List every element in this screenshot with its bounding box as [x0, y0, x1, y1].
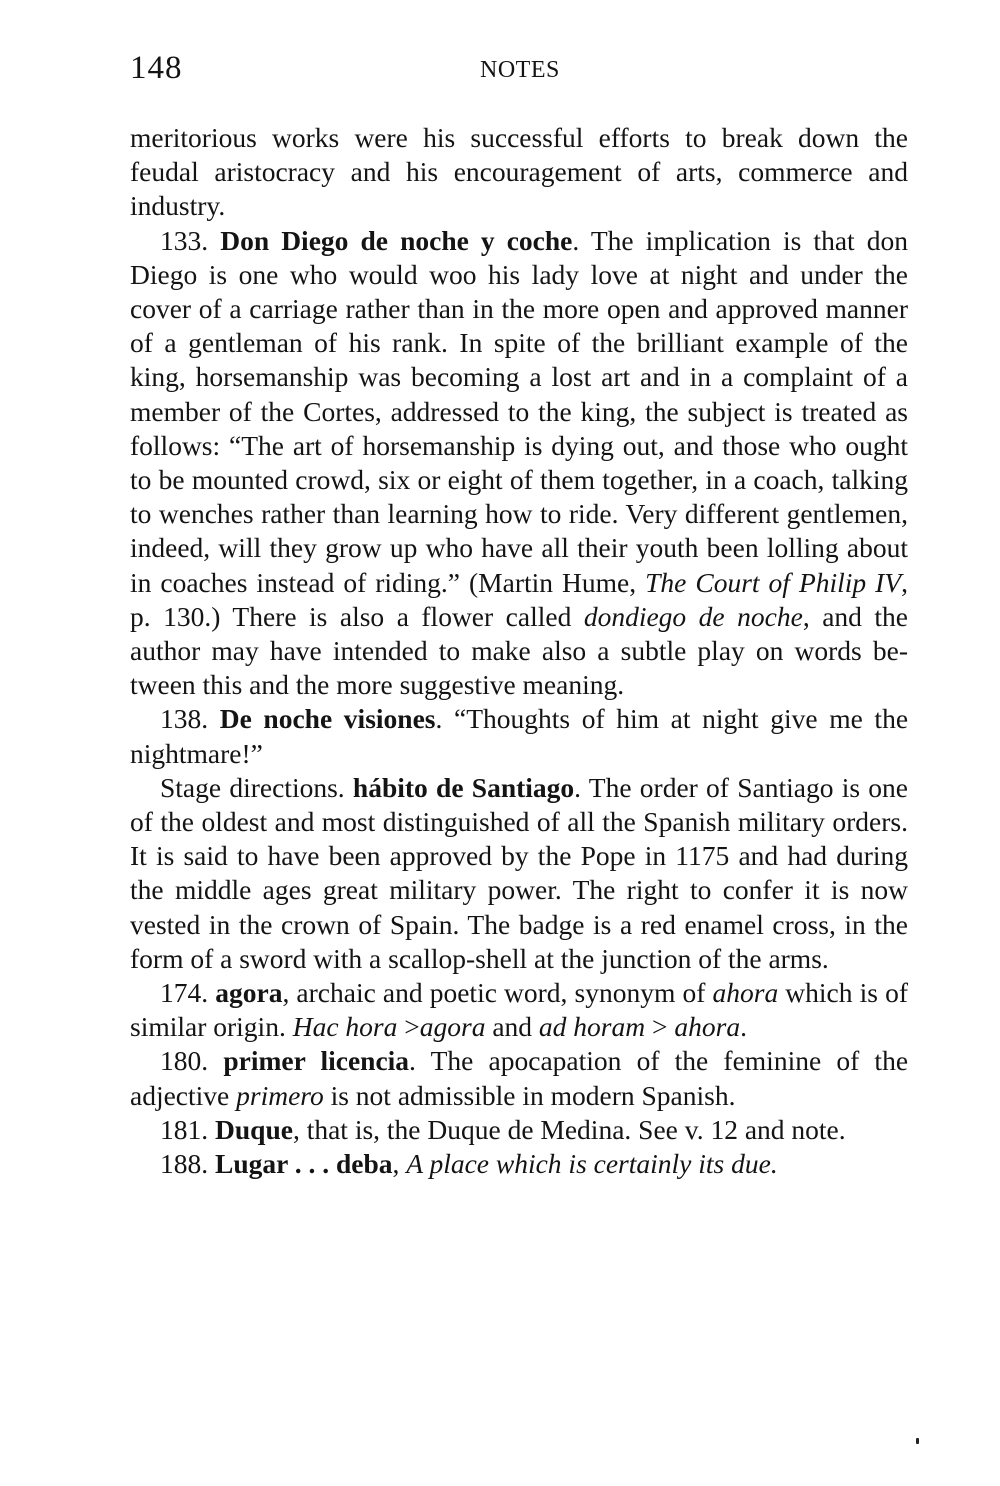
body-text: , archaic and poetic word, synonym of [282, 977, 713, 1009]
italic-text: ahora [674, 1011, 741, 1043]
body-text: , p. 130.) There is also a flower called [130, 566, 909, 632]
body-text: which is of similar origin. [130, 977, 908, 1043]
running-head [130, 50, 908, 90]
note-188 [130, 1147, 908, 1181]
italic-text: agora [419, 1011, 486, 1043]
body-text: , and the author may have intended to make also a subtle play on words between this and the more suggestive meaning. [130, 600, 908, 701]
italic-text: ahora [712, 977, 779, 1009]
italic-text: primero [236, 1079, 324, 1111]
note-lemma: De noche visiones [219, 703, 436, 735]
body-text: Stage directions. [160, 771, 353, 803]
continued-paragraph [130, 121, 908, 224]
body-text: . The implication is that don Diego is one who would woo his lady love at night and under the cover of a carriage rather than in the more open and approved manner of a gentleman of his rank. In spite of the brilliant example of the king, horsemanship was becoming a lost art and in a complaint of a member of the Cortes, addressed to the king, the subject is treated as follows: “The art of horsemanship is dying out, and those who ought to be mounted crowd, six or eight of them together, in a coach, talking to wenches rather than learning how to ride. Very different gentlemen, indeed, will they grow up who have all their youth been lolling about in coaches instead of riding.” (Martin Hume, [130, 224, 909, 598]
body-text: > [397, 1011, 420, 1043]
note-lemma: agora [215, 977, 283, 1009]
body-text: . The apocapation of the feminine of the adjective [130, 1045, 909, 1111]
italic-text: ad horam [538, 1011, 646, 1043]
body-text: . The order of Santiago is one of the oldest and most distinguished of all the Spanish military orders. It is said to have been approved by the Pope in 1175 and had during the middle ages great military power. The right to confer it is now vested in the crown of Spain. The badge is a red enamel cross, in the form of a sword with a scallop-shell at the junction of the arms. [130, 771, 908, 974]
body-text: > [645, 1011, 675, 1043]
italic-text: Hac hora [292, 1011, 398, 1043]
body-text: 174. [160, 977, 216, 1009]
note-lemma: Duque [215, 1113, 293, 1145]
body-text: 138. [160, 703, 220, 735]
ink-speck [916, 1438, 919, 1444]
italic-text: dondiego de noche [583, 600, 803, 632]
body-text: and [485, 1011, 539, 1043]
note-174 [130, 976, 908, 1044]
page-number: 148 [130, 50, 183, 86]
note-lemma: Lugar . . . deba [215, 1148, 393, 1180]
body-text: 188. [160, 1148, 215, 1180]
body-text: 181. [160, 1113, 215, 1145]
italic-text: The Court of Philip IV [645, 566, 902, 598]
body-text: , [392, 1148, 407, 1180]
body-text: 133. [160, 224, 221, 256]
body-text: . [740, 1011, 747, 1043]
body-text: is not admissible in modern Spanish. [323, 1079, 736, 1111]
note-lemma: hábito de Santiago [352, 771, 575, 803]
italic-text: A place which is certainly its due. [406, 1148, 778, 1180]
note-133 [130, 224, 908, 703]
note-180 [130, 1044, 908, 1112]
body-text: , that is, the Duque de Medina. See v. 12 and note. [292, 1113, 846, 1145]
note-138 [130, 702, 908, 770]
note-stage-directions [130, 771, 908, 976]
note-lemma: primer licencia [223, 1045, 410, 1077]
notes-text [130, 121, 908, 1181]
note-lemma: Don Diego de noche y coche [220, 224, 573, 256]
running-title: NOTES [480, 57, 560, 83]
body-text: . “Thoughts of him at night give me the nightmare!” [130, 703, 909, 769]
body-text: meritorious works were his successful efforts to break down the feudal aristocracy and his encouragement of arts, commerce and industry. [130, 122, 908, 222]
body-text: 180. [160, 1045, 224, 1077]
book-page [130, 0, 908, 1486]
note-181 [130, 1113, 908, 1147]
